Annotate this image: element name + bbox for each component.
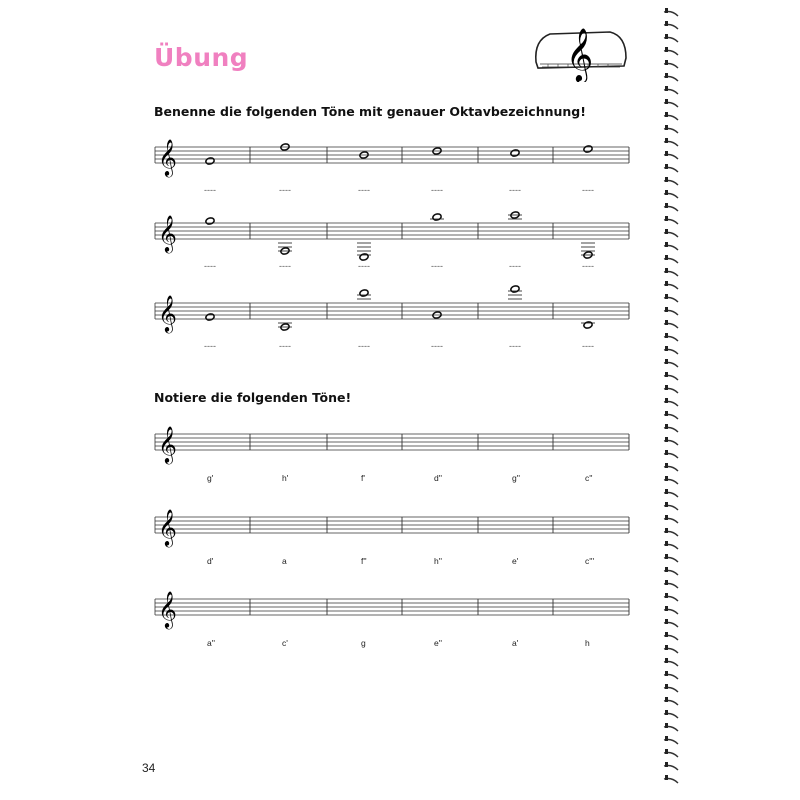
note-label: e'' xyxy=(434,638,442,648)
spiral-hole xyxy=(665,8,668,13)
answer-blank[interactable]: ---- xyxy=(431,185,443,195)
section2-staff-1 xyxy=(155,425,629,483)
spiral-hole xyxy=(665,333,668,338)
section2-staff-3 xyxy=(155,590,629,648)
whole-note xyxy=(432,213,442,221)
note-label: c'' xyxy=(585,473,593,483)
whole-note xyxy=(205,313,215,321)
note-label: d' xyxy=(207,556,214,566)
page-number: 34 xyxy=(142,761,156,775)
spiral-hole xyxy=(665,34,668,39)
whole-note xyxy=(583,145,593,153)
answer-blank[interactable]: ---- xyxy=(358,185,370,195)
answer-blank[interactable]: ---- xyxy=(509,341,521,351)
note-label: g xyxy=(361,638,366,648)
whole-note xyxy=(205,157,215,165)
note-label: d'' xyxy=(434,473,442,483)
spiral-hole xyxy=(665,528,668,533)
spiral-hole xyxy=(665,242,668,247)
whole-note xyxy=(510,285,520,293)
spiral-hole xyxy=(665,385,668,390)
whole-note xyxy=(205,217,215,225)
section1-staff-2 xyxy=(155,211,629,271)
answer-blank[interactable]: ---- xyxy=(431,341,443,351)
treble-clef-piano-icon: 𝄞 xyxy=(566,27,594,81)
spiral-hole xyxy=(665,112,668,117)
note-label: a xyxy=(282,556,287,566)
spiral-hole xyxy=(665,736,668,741)
spiral-hole xyxy=(665,294,668,299)
spiral-hole xyxy=(665,606,668,611)
spiral-hole xyxy=(665,307,668,312)
spiral-hole xyxy=(665,489,668,494)
spiral-hole xyxy=(665,567,668,572)
treble-clef-icon: 𝄞 xyxy=(158,590,177,628)
treble-clef-icon: 𝄞 xyxy=(158,214,177,252)
spiral-hole xyxy=(665,541,668,546)
spiral-hole xyxy=(665,164,668,169)
spiral-hole xyxy=(665,619,668,624)
answer-blank[interactable]: ---- xyxy=(582,341,594,351)
answer-blank[interactable]: ---- xyxy=(204,261,216,271)
note-label: a' xyxy=(512,638,519,648)
note-label: g' xyxy=(207,473,214,483)
spiral-hole xyxy=(665,658,668,663)
note-label: f'' xyxy=(361,556,367,566)
answer-blank[interactable]: ---- xyxy=(358,261,370,271)
section2-heading: Notiere die folgenden Töne! xyxy=(154,390,352,405)
whole-note xyxy=(583,321,593,329)
spiral-hole xyxy=(665,190,668,195)
spiral-hole xyxy=(665,450,668,455)
spiral-hole xyxy=(665,775,668,780)
answer-blank[interactable]: ---- xyxy=(431,261,443,271)
spiral-hole xyxy=(665,281,668,286)
spiral-hole xyxy=(665,476,668,481)
page-title: Übung xyxy=(154,43,249,72)
spiral-binding-icon xyxy=(658,0,688,800)
spiral-hole xyxy=(665,593,668,598)
spiral-hole xyxy=(665,372,668,377)
spiral-hole xyxy=(665,203,668,208)
section2-staff-2 xyxy=(155,508,629,566)
spiral-hole xyxy=(665,255,668,260)
spiral-hole xyxy=(665,73,668,78)
answer-blank[interactable]: ---- xyxy=(509,261,521,271)
note-label: g'' xyxy=(512,473,520,483)
note-label: c' xyxy=(282,638,288,648)
spiral-hole xyxy=(665,515,668,520)
spiral-hole xyxy=(665,723,668,728)
answer-blank[interactable]: ---- xyxy=(582,185,594,195)
spiral-hole xyxy=(665,99,668,104)
spiral-hole xyxy=(665,268,668,273)
spiral-hole xyxy=(665,21,668,26)
spiral-hole xyxy=(665,138,668,143)
spiral-hole xyxy=(665,632,668,637)
spiral-hole xyxy=(665,645,668,650)
spiral-hole xyxy=(665,697,668,702)
spiral-hole xyxy=(665,463,668,468)
spiral-hole xyxy=(665,684,668,689)
spiral-hole xyxy=(665,502,668,507)
answer-blank[interactable]: ---- xyxy=(204,185,216,195)
treble-clef-icon: 𝄞 xyxy=(158,425,177,463)
answer-blank[interactable]: ---- xyxy=(582,261,594,271)
spiral-hole xyxy=(665,47,668,52)
spiral-hole xyxy=(665,424,668,429)
section1-heading: Benenne die folgenden Töne mit genauer Oktavbezeichnung! xyxy=(154,104,586,119)
spiral-hole xyxy=(665,216,668,221)
spiral-hole xyxy=(665,671,668,676)
answer-blank[interactable]: ---- xyxy=(509,185,521,195)
section1-staff-1 xyxy=(155,138,629,195)
spiral-hole xyxy=(665,151,668,156)
whole-note xyxy=(510,149,520,157)
spiral-hole xyxy=(665,554,668,559)
note-label: a'' xyxy=(207,638,215,648)
note-label: h' xyxy=(282,473,289,483)
treble-clef-icon: 𝄞 xyxy=(158,138,177,176)
spiral-hole xyxy=(665,710,668,715)
answer-blank[interactable]: ---- xyxy=(279,261,291,271)
spiral-hole xyxy=(665,437,668,442)
spiral-hole xyxy=(665,320,668,325)
spiral-hole xyxy=(665,346,668,351)
spiral-hole xyxy=(665,125,668,130)
answer-blank[interactable]: ---- xyxy=(279,185,291,195)
spiral-hole xyxy=(665,229,668,234)
whole-note xyxy=(359,289,369,297)
spiral-hole xyxy=(665,749,668,754)
note-label: c''' xyxy=(585,556,595,566)
spiral-hole xyxy=(665,580,668,585)
spiral-hole xyxy=(665,398,668,403)
note-label: f' xyxy=(361,473,365,483)
treble-clef-icon: 𝄞 xyxy=(158,294,177,332)
spiral-hole xyxy=(665,411,668,416)
answer-blank[interactable]: ---- xyxy=(204,341,216,351)
answer-blank[interactable]: ---- xyxy=(358,341,370,351)
treble-clef-icon: 𝄞 xyxy=(158,508,177,546)
section1-staff-3 xyxy=(155,285,629,351)
spiral-hole xyxy=(665,762,668,767)
note-label: e' xyxy=(512,556,519,566)
whole-note xyxy=(359,253,369,261)
spiral-hole xyxy=(665,60,668,65)
answer-blank[interactable]: ---- xyxy=(279,341,291,351)
note-label: h'' xyxy=(434,556,442,566)
spiral-hole xyxy=(665,359,668,364)
note-label: h xyxy=(585,638,590,648)
spiral-hole xyxy=(665,177,668,182)
spiral-hole xyxy=(665,86,668,91)
